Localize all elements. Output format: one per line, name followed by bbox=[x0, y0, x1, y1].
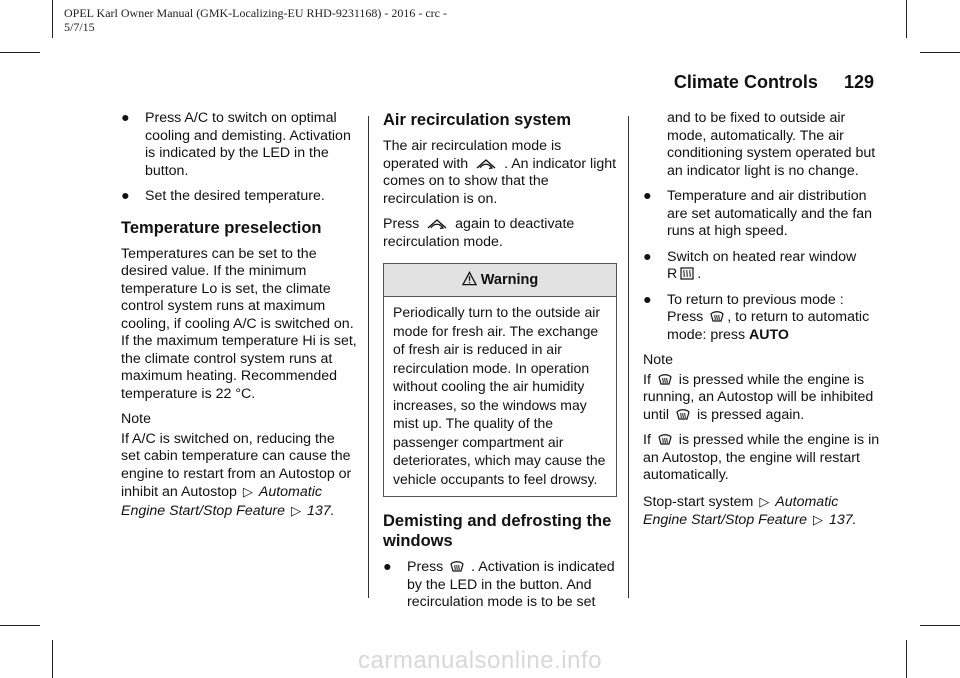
reference-arrow-icon: ▷ bbox=[759, 493, 770, 509]
page-header bbox=[674, 72, 874, 93]
cross-reference-link[interactable]: Automatic Engine Start/Stop Feature bbox=[121, 484, 322, 519]
column-3 bbox=[643, 110, 881, 538]
rear-window-heat-icon bbox=[679, 266, 695, 282]
note-label: Note bbox=[121, 411, 151, 427]
page-reference[interactable]: 137. bbox=[828, 512, 857, 528]
paragraph: Stop-start system ▷ Automatic Engine Start/Stop Feature ▷ 137. bbox=[643, 493, 857, 528]
note-paragraph: If is pressed while the engine is running, an Autostop will be inhibited until is pressed again. bbox=[643, 371, 874, 423]
document-meta bbox=[64, 6, 447, 34]
defrost-icon bbox=[675, 407, 691, 423]
reference-arrow-icon: ▷ bbox=[242, 484, 253, 499]
list-item: ● Press A/C to switch on optimal cooling and demisting. Activation is indicated by the LED in the button. bbox=[121, 110, 351, 179]
meta-line-1: OPEL Karl Owner Manual (GMK-Localizing-EU RHD-9231168) - 2016 - crc - bbox=[64, 6, 448, 20]
list-item: ● Temperature and air distribution are set automatically and the fan runs at high speed. bbox=[643, 188, 873, 239]
crop-mark bbox=[906, 0, 907, 38]
section-heading: Temperature preselection bbox=[121, 218, 322, 237]
crop-mark bbox=[920, 52, 960, 53]
defrost-icon bbox=[657, 372, 673, 388]
column-2 bbox=[383, 110, 617, 620]
list-item: ● To return to previous mode : Press , to return to automatic mode: press AUTO bbox=[643, 291, 870, 343]
section-heading: Demisting and defrosting the windows bbox=[383, 512, 612, 550]
column-divider bbox=[368, 116, 369, 598]
page-reference[interactable]: 137. bbox=[306, 502, 335, 519]
crop-mark bbox=[0, 625, 40, 626]
column-1 bbox=[121, 110, 357, 528]
defrost-icon bbox=[449, 559, 465, 575]
crop-mark bbox=[0, 52, 40, 53]
warning-box bbox=[383, 263, 617, 497]
recirculation-icon bbox=[474, 156, 498, 172]
auto-label: AUTO bbox=[749, 326, 789, 343]
list-item: ● Switch on heated rear window R . bbox=[643, 248, 857, 282]
section-title: Climate Controls bbox=[673, 72, 818, 92]
recirculation-icon bbox=[425, 216, 449, 232]
page-number: 129 bbox=[843, 72, 874, 92]
paragraph: and to be fixed to outside air mode, automatically. The air conditioning system operated but an indicator light is no change. bbox=[667, 110, 876, 179]
note-paragraph: If is pressed while the engine is in an Autostop, the engine will restart automatically. bbox=[643, 432, 880, 483]
meta-line-2: 5/7/15 bbox=[64, 20, 95, 34]
watermark: carmanualsonline.info bbox=[358, 647, 602, 674]
bullet-text: Press A/C to switch on optimal cooling and demisting. Activation is indicated by the LED in the button. bbox=[145, 110, 351, 179]
warning-title: Warning bbox=[480, 272, 539, 288]
note-label: Note bbox=[643, 352, 673, 368]
warning-text: Periodically turn to the outside air mode for fresh air. The exchange of fresh air is reduced in air recirculation mode. In operation without cooling the air humidity increases, so the windows may mist up. The quality of the passenger compartment air deteriorates, which may cause the vehicle occupants to feel drowsy. bbox=[393, 304, 606, 487]
crop-mark bbox=[920, 625, 960, 626]
list-item: ● Set the desired temperature. bbox=[121, 188, 325, 204]
bullet-text: Set the desired temperature. bbox=[145, 188, 325, 204]
list-item: ● Press . Activation is indicated by the LED in the button. And recirculation mode is to be set bbox=[383, 559, 615, 610]
warning-icon bbox=[462, 271, 477, 286]
paragraph: Press again to deactivate recirculation mode. bbox=[383, 216, 575, 250]
column-divider bbox=[628, 116, 629, 598]
defrost-icon bbox=[709, 309, 725, 325]
reference-arrow-icon: ▷ bbox=[291, 502, 301, 518]
warning-header bbox=[384, 264, 616, 297]
paragraph: Temperatures can be set to the desired value. If the minimum temperature Lo is set, the climate control system runs at maximum cooling, if cooling A/C is switched on. If the maximum temperature Hi is set, the climate control system runs at maximum heating. Recommended temperature is 22 °C. bbox=[121, 245, 357, 402]
note-paragraph: If A/C is switched on, reducing the set cabin temperature can cause the engine to restart from an Autostop or inhibit an Autostop ▷ Automatic Engine Start/Stop Feature ▷ 137. bbox=[121, 430, 352, 519]
defrost-icon bbox=[657, 432, 673, 448]
paragraph: The air recirculation mode is operated with . An indicator light comes on to show that the recirculation is on. bbox=[383, 138, 617, 207]
crop-mark bbox=[52, 0, 53, 38]
section-heading: Air recirculation system bbox=[383, 111, 571, 129]
cross-reference-link[interactable]: Automatic Engine Start/Stop Feature bbox=[643, 493, 839, 528]
reference-arrow-icon: ▷ bbox=[813, 512, 823, 527]
